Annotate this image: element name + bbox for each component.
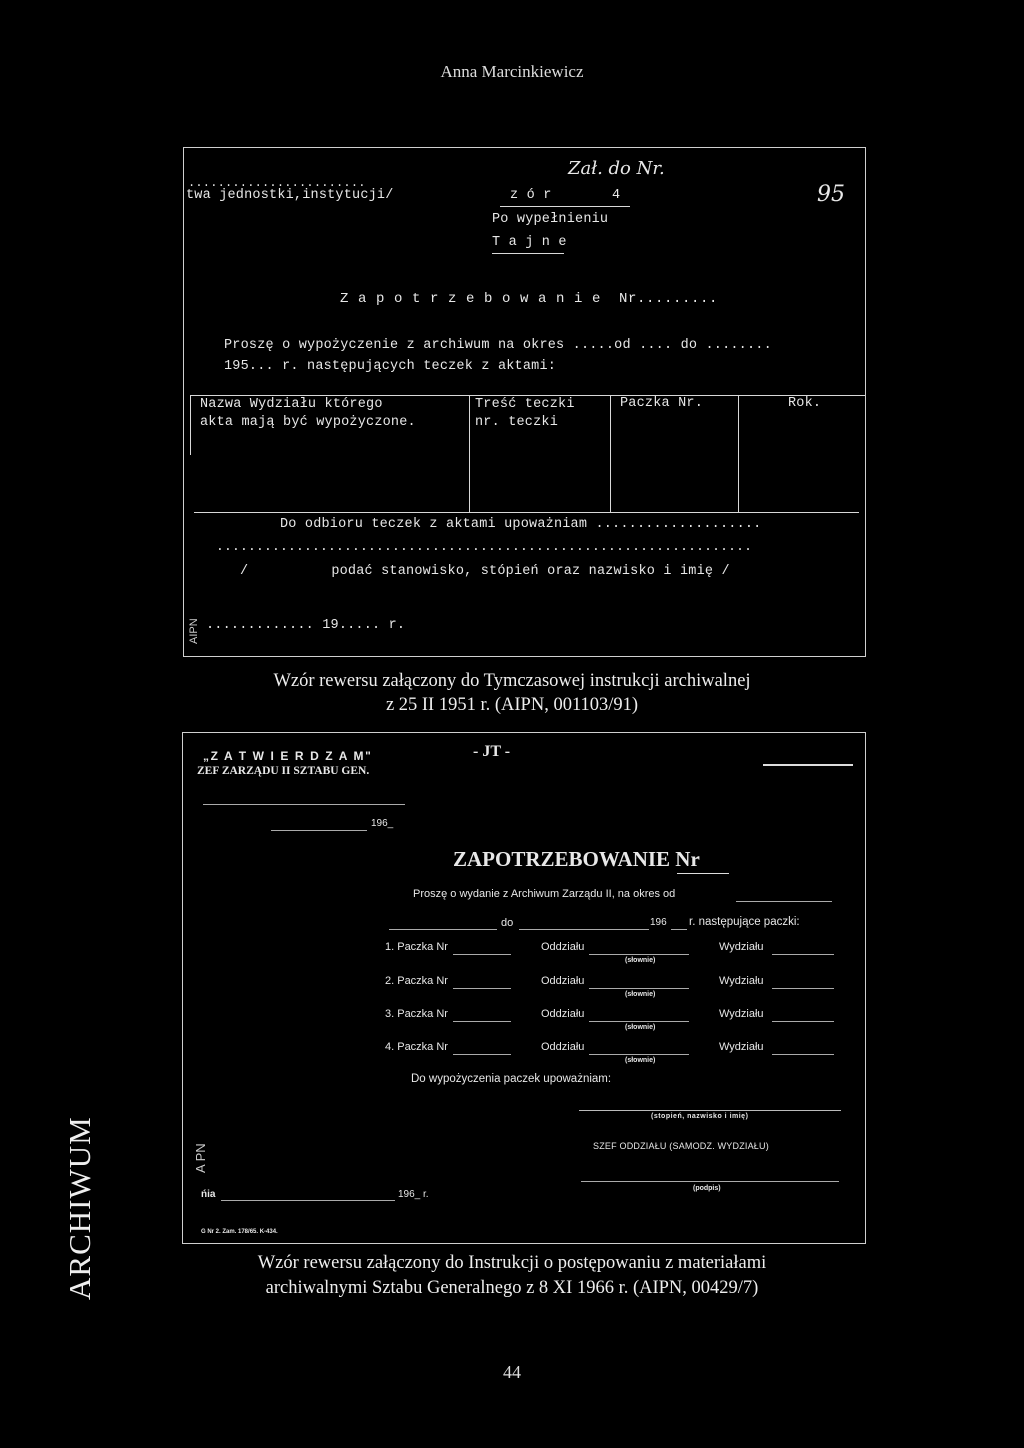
package-number-line [453,1054,511,1055]
approver-title: ZEF ZARZĄDU II SZTABU GEN. [197,765,370,777]
to-label: do [501,917,514,929]
aipn-stamp: AIPN [188,618,200,644]
form-1-scan [183,147,866,657]
package-div-label: Wydziału [719,941,764,953]
package-words-note: (słownie) [625,991,656,998]
apn-stamp: A PN [193,1143,208,1173]
table-col-rule-1 [469,395,470,513]
author-header: Anna Marcinkiewicz [440,62,584,81]
period-start-line [389,929,497,930]
approver-signature-line [203,804,405,805]
year-label: 196 [650,917,667,928]
form-title: ZAPOTRZEBOWANIE Nr [453,847,700,871]
package-div-label: Wydziału [719,1008,764,1020]
package-div-line [772,988,834,989]
period-from-line [736,901,832,902]
table-header-content: Treść teczki nr. teczki [475,397,575,430]
handwritten-annotation: Zał. do Nr. [568,158,665,179]
signature-dots: ................................................................... [216,539,753,554]
period-end-line [519,929,649,930]
authorize-label: Do wypożyczenia paczek upoważniam: [411,1073,612,1085]
handwritten-number: 95 [817,182,845,207]
package-div-line [772,1021,834,1022]
package-dept-label: Oddziału [541,1041,585,1053]
table-header-dept: Nazwa Wydziału którego akta mają być wypożyczone. [200,397,416,430]
reference-line [763,764,853,766]
wzor-underline [500,206,630,207]
title-number-line [677,873,729,874]
authorize-line: Do odbioru teczek z aktami upoważniam .................... [280,517,762,532]
package-div-label: Wydziału [719,975,764,987]
package-dept-label: Oddziału [541,1008,585,1020]
package-label: 3. Paczka Nr [385,1008,448,1020]
wzor-label: z ó r [510,188,552,203]
date-year: 196_ [371,818,394,829]
caption-2-line-2: archiwalnymi Sztabu Generalnego z 8 XI 1966 r. (AIPN, 00429/7) [265,1278,759,1298]
unit-name-label: twa jednostki,instytucji/ [186,188,394,203]
package-label: 2. Paczka Nr [385,975,448,987]
after-fill-label: Po wypełnieniu [492,212,609,227]
package-dept-line [589,954,689,955]
chief-title: SZEF ODDZIAŁU (SAMODZ. WYDZIAŁU) [593,1141,769,1151]
signature-line [581,1181,839,1182]
section-side-label: ARCHIWUM [62,1116,97,1300]
packages-label: r. następujące paczki: [689,916,800,928]
package-dept-label: Oddziału [541,975,585,987]
package-dept-line [589,988,689,989]
date-line: ............. 19..... r. [206,618,406,633]
caption-1-line-2: z 25 II 1951 r. (AIPN, 001103/91) [385,695,639,715]
secret-underline [492,253,564,254]
caption-2-line-1: Wzór rewersu załączony do Instrukcji o postępowaniu z materiałami [257,1253,767,1273]
request-line-2: 195... r. następujących teczek z aktami: [224,359,557,374]
place-date-suffix: 196_ r. [398,1189,429,1200]
package-number-line [453,954,511,955]
table-bottom-rule [194,512,859,513]
package-number-line [453,1021,511,1022]
table-header-package: Paczka Nr. [620,396,704,411]
secret-label: T a j n e [492,235,567,250]
package-label: 1. Paczka Nr [385,941,448,953]
package-words-note: (słownie) [625,1057,656,1064]
package-dept-label: Oddziału [541,941,585,953]
fill-instruction: / podać stanowisko, stópień oraz nazwisko i imię / [240,564,730,579]
table-left-rule [190,395,191,455]
table-header-year: Rok. [788,396,822,411]
package-div-line [772,954,834,955]
form-2-scan [182,732,866,1244]
caption-1-line-1: Wzór rewersu załączony do Tymczasowej instrukcji archiwalnej [273,671,751,691]
signature-caption: (podpis) [693,1185,721,1192]
classification-mark: - JT - [473,743,511,760]
rank-signature-line [579,1110,841,1111]
package-label: 4. Paczka Nr [385,1041,448,1053]
place-date-line [221,1200,395,1201]
date-line [271,830,367,831]
form-title: Z a p o t r z e b o w a n i e Nr......... [340,291,719,307]
year-fill-line [671,929,687,930]
package-dept-line [589,1021,689,1022]
unit-name-dots: ........................ [188,176,366,190]
package-words-note: (słownie) [625,957,656,964]
package-div-line [772,1054,834,1055]
package-words-note: (słownie) [625,1024,656,1031]
package-number-line [453,988,511,989]
place-date-prefix: ńia [201,1189,216,1200]
page-number: 44 [503,1362,521,1382]
printer-note: G Nr 2. Zam. 178/65. K-434. [201,1229,278,1235]
table-col-rule-3 [738,395,739,513]
wzor-number: 4 [612,188,621,203]
approval-stamp: „Z A T W I E R D Z A M" [203,749,373,763]
rank-caption: (stopień, nazwisko i imię) [651,1113,749,1120]
request-line-1: Proszę o wypożyczenie z archiwum na okres .....od .... do ........ [224,338,772,353]
package-div-label: Wydziału [719,1041,764,1053]
request-line: Proszę o wydanie z Archiwum Zarządu II, na okres od [413,888,676,900]
package-dept-line [589,1054,689,1055]
table-col-rule-2 [610,395,611,513]
